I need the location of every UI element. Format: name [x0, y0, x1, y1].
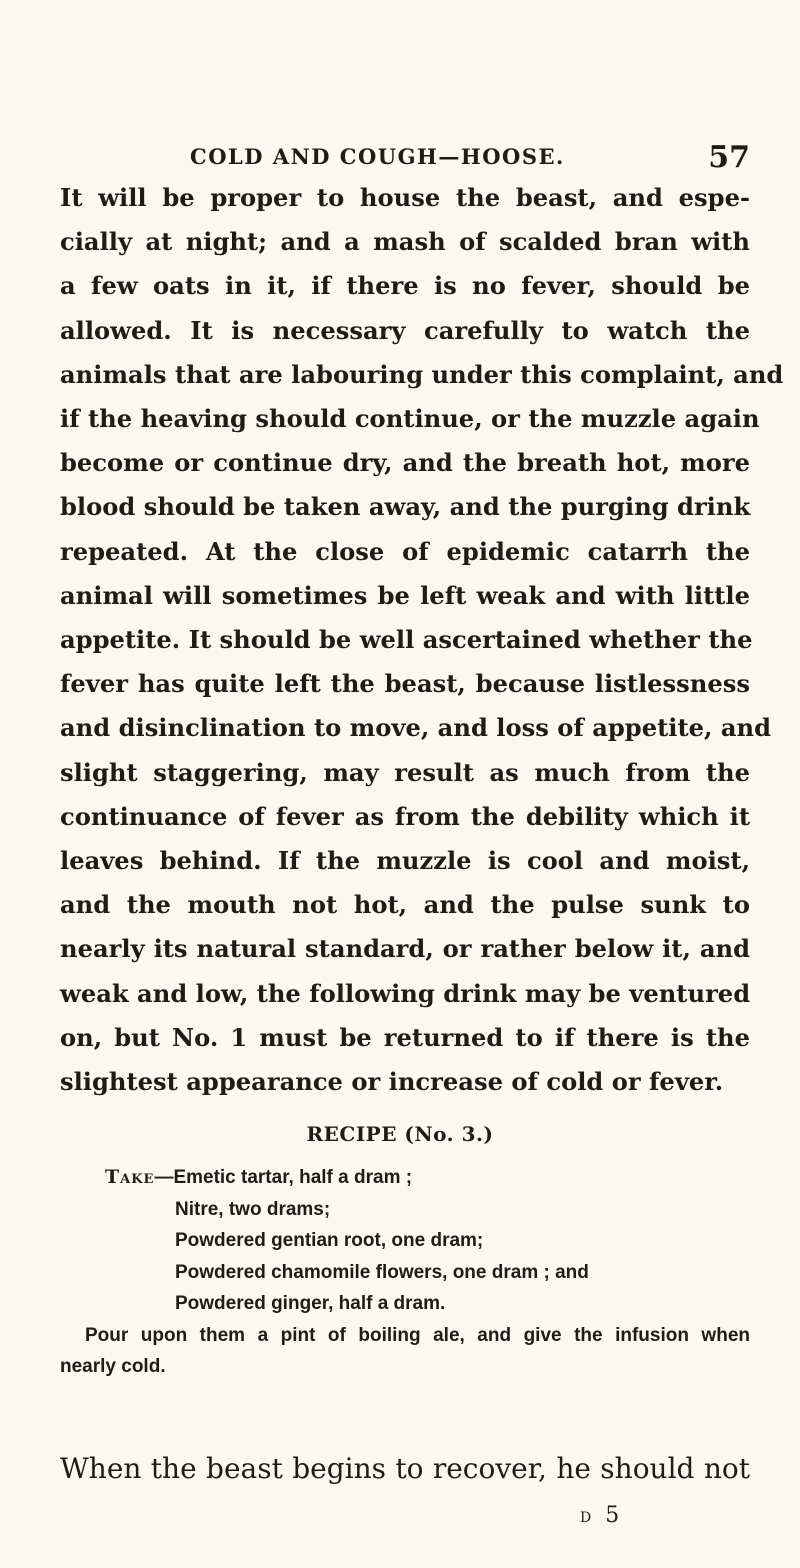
body-text — [60, 176, 784, 1104]
body-line: appetite. It should be well ascertained whether the — [60, 625, 753, 655]
signature-letter: d — [580, 1503, 592, 1527]
body-line: fever has quite left the beast, because listlessness — [60, 669, 750, 699]
signature-number: 5 — [605, 1503, 620, 1528]
body-line: leaves behind. If the muzzle is cool and moist, — [60, 846, 750, 876]
body-line: become or continue dry, and the breath hot, more — [60, 448, 750, 478]
recipe-title: RECIPE (No. 3.) — [306, 1122, 494, 1146]
body-line: allowed. It is necessary carefully to watch the — [60, 315, 750, 345]
closing-line: When the beast begins to recover, he should not — [60, 1452, 750, 1485]
body-line: weak and low, the following drink may be ventured — [60, 978, 751, 1008]
page-number: 57 — [708, 140, 750, 175]
body-line: and the mouth not hot, and the pulse sunk to — [60, 890, 750, 920]
body-line: blood should be taken away, and the purging drink — [60, 492, 751, 522]
body-line: and disinclination to move, and loss of appetite, and — [60, 713, 772, 743]
recipe-take-label: Take — [105, 1166, 155, 1188]
recipe-take-line — [60, 1162, 750, 1194]
recipe-ingredient: Nitre, two drams; — [175, 1198, 331, 1220]
recipe-ingredient: Powdered chamomile flowers, one dram ; and — [175, 1261, 589, 1283]
recipe-ingredient: Powdered ginger, half a dram. — [175, 1293, 446, 1314]
body-line: a few oats in it, if there is no fever, should be — [60, 271, 750, 301]
body-line: nearly its natural standard, or rather below it, and — [60, 934, 750, 964]
body-line: repeated. At the close of epidemic catarrh the — [60, 536, 750, 566]
body-line: cially at night; and a mash of scalded bran with — [60, 227, 750, 257]
signature-mark — [580, 1503, 619, 1528]
body-line: animal will sometimes be left weak and with little — [60, 580, 750, 610]
recipe-ingredient: —Emetic tartar, half a dram ; — [154, 1167, 413, 1188]
body-line: on, but No. 1 must be returned to if there is the — [60, 1022, 750, 1052]
recipe-block — [60, 1162, 750, 1383]
body-line: slight staggering, may result as much from the — [60, 757, 750, 787]
body-line: if the heaving should continue, or the muzzle again — [60, 404, 760, 434]
recipe-instruction-end: nearly cold. — [60, 1356, 166, 1377]
recipe-instruction: Pour upon them a pint of boiling ale, and give the infusion when — [85, 1324, 750, 1346]
recipe-ingredient: Powdered gentian root, one dram; — [175, 1230, 484, 1251]
running-title: COLD AND COUGH—HOOSE. — [190, 144, 565, 169]
body-line: continuance of fever as from the debility which it — [60, 801, 750, 831]
body-line: slightest appearance or increase of cold or fever. — [60, 1067, 724, 1097]
body-line: animals that are labouring under this complaint, and — [60, 359, 784, 389]
body-line: It will be proper to house the beast, and espe- — [60, 183, 750, 212]
